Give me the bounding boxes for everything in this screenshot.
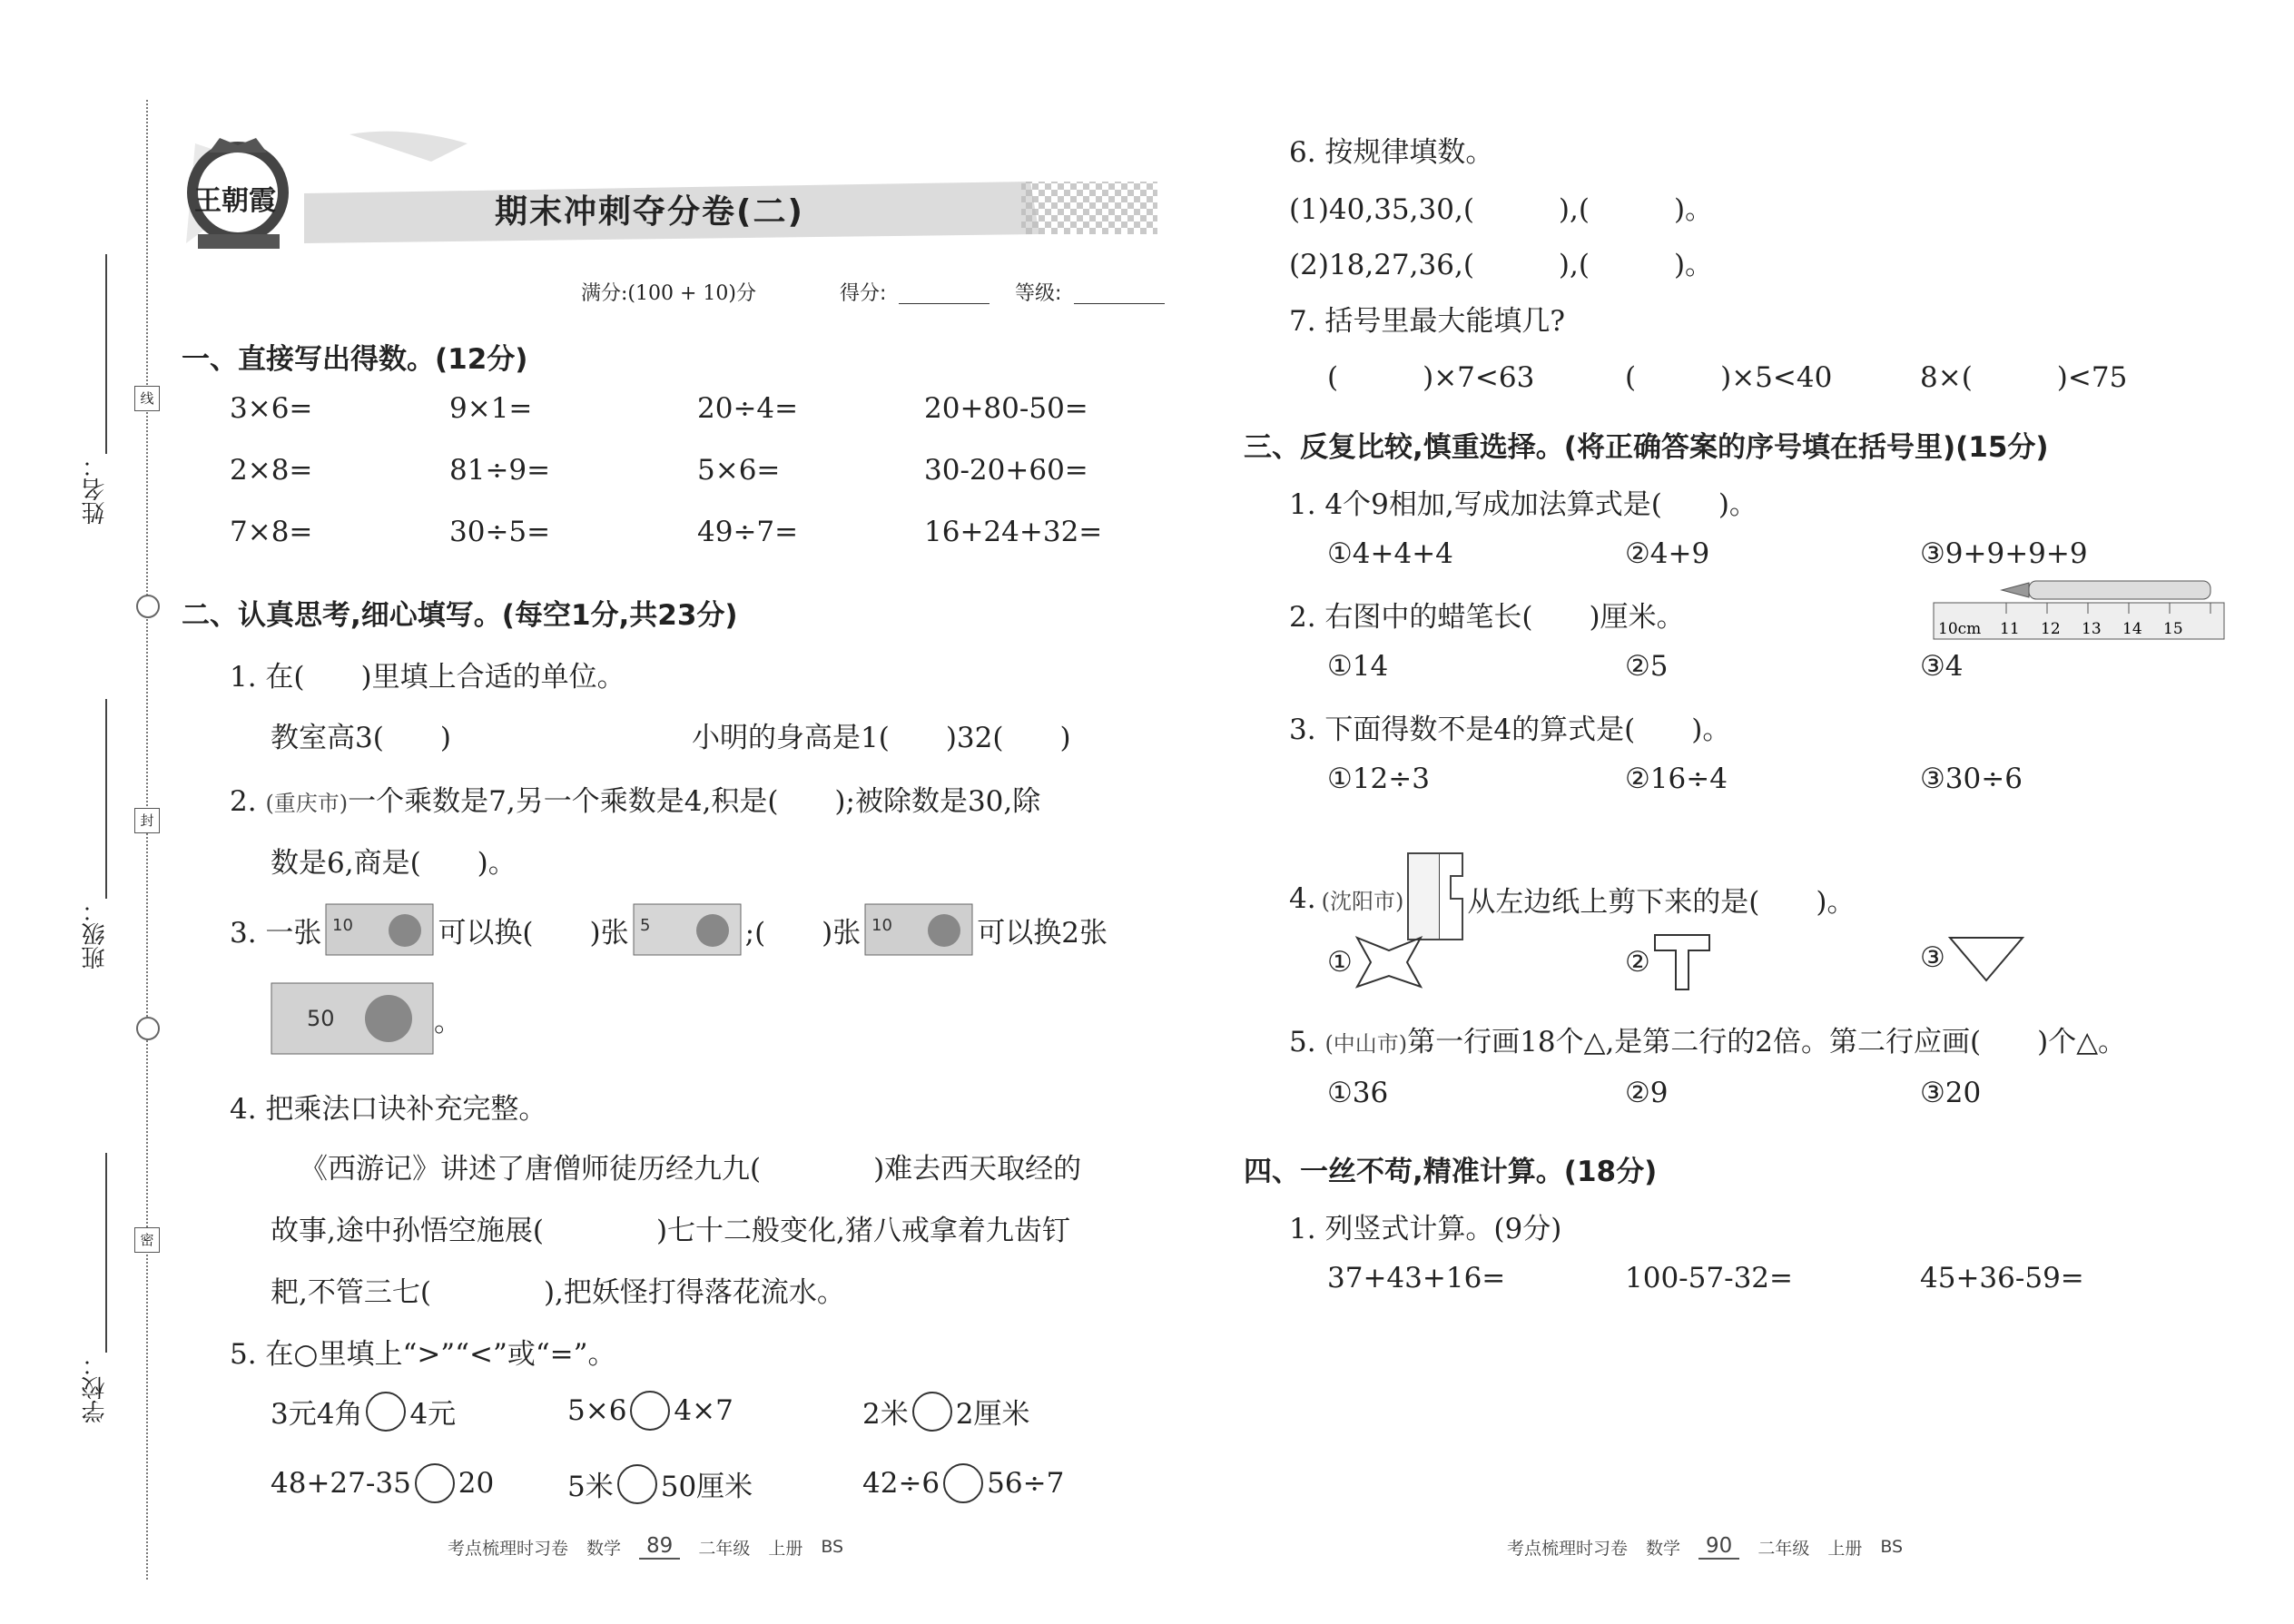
question-text: 1. 列竖式计算。(9分) xyxy=(1289,1213,1562,1245)
option[interactable]: ① xyxy=(1327,930,1425,994)
option[interactable]: ①36 xyxy=(1327,1077,1389,1109)
region-tag: (中山市) xyxy=(1324,1031,1408,1057)
t-shape-icon xyxy=(1650,930,1714,994)
question-text: 5. 在○里填上“>”“<”或“=”。 xyxy=(230,1338,616,1371)
question-text: 耙,不管三七( ),把妖怪打得落花流水。 xyxy=(271,1276,845,1309)
answer-circle[interactable] xyxy=(943,1463,983,1503)
banknote-5-icon xyxy=(633,903,742,956)
question-text: 《西游记》讲述了唐僧师徒历经九九( )难去西天取经的 xyxy=(300,1153,1082,1186)
mental-item: 20÷4= xyxy=(697,392,799,425)
question-3-line2: 50 。 xyxy=(271,982,462,1055)
mental-item: 2×8= xyxy=(230,454,313,487)
svg-text:50: 50 xyxy=(307,1006,335,1031)
svg-text:11: 11 xyxy=(2000,620,2020,638)
ruler-crayon-figure xyxy=(1929,572,2229,645)
option[interactable]: ①14 xyxy=(1327,650,1389,683)
mental-item: 20+80-50= xyxy=(924,392,1088,425)
calc-item: 100-57-32= xyxy=(1625,1262,1793,1294)
answer-circle[interactable] xyxy=(912,1392,952,1432)
svg-text:13: 13 xyxy=(2082,620,2102,638)
score-label: 得分: xyxy=(840,282,887,305)
calc-item: 37+43+16= xyxy=(1327,1262,1506,1294)
mental-item: 5×6= xyxy=(697,454,781,487)
compare-item: 2米 2厘米 xyxy=(862,1391,1029,1432)
page-number: 90 xyxy=(1698,1534,1739,1560)
grade-field[interactable] xyxy=(1074,280,1165,304)
margin-mark-1: 线 xyxy=(134,386,160,411)
question-text: 故事,途中孙悟空施展( )七十二般变化,猪八戒拿着九齿钉 xyxy=(271,1215,1070,1247)
compare-item: 5×6 4×7 xyxy=(567,1391,733,1431)
margin-mark-2: 封 xyxy=(134,808,160,833)
mental-item: 16+24+32= xyxy=(924,516,1103,548)
question-text: 1. 在( )里填上合适的单位。 xyxy=(230,661,625,694)
mental-item: 30÷5= xyxy=(449,516,551,548)
section-3-heading: 三、反复比较,慎重选择。(将正确答案的序号填在括号里)(15分) xyxy=(1244,431,2049,464)
name-label: 姓名： xyxy=(82,454,109,525)
section-2-heading: 二、认真思考,细心填写。(每空1分,共23分) xyxy=(182,599,738,632)
question-text: 2. (重庆市)一个乘数是7,另一个乘数是4,积是( );被除数是30,除 xyxy=(230,785,1041,818)
question-text: 5. (中山市)第一行画18个△,是第二行的2倍。第二行应画( )个△。 xyxy=(1289,1026,2127,1058)
triangle-shape-icon xyxy=(1945,930,2027,985)
binding-hole-icon xyxy=(136,595,160,618)
svg-text:14: 14 xyxy=(2122,620,2142,638)
name-line xyxy=(105,254,107,454)
star-shape-icon xyxy=(1353,930,1425,994)
svg-text:10: 10 xyxy=(332,916,354,935)
score-field[interactable] xyxy=(899,280,989,304)
school-line xyxy=(105,1153,107,1353)
question-text: 6. 按规律填数。 xyxy=(1289,136,1494,169)
question-text: 1. 4个9相加,写成加法算式是( )。 xyxy=(1289,488,1757,521)
svg-text:12: 12 xyxy=(2041,620,2061,638)
question-text: ( )×5<40 xyxy=(1625,361,1833,394)
question-text: 2. 右图中的蜡笔长( )厘米。 xyxy=(1289,601,1685,634)
compare-item: 48+27-35 20 xyxy=(271,1463,494,1503)
option[interactable]: ② xyxy=(1625,930,1714,994)
banknote-10-icon xyxy=(864,903,973,956)
school-label: 学校： xyxy=(82,1353,109,1423)
question-text: 3. 下面得数不是4的算式是( )。 xyxy=(1289,714,1731,746)
option[interactable]: ③4 xyxy=(1920,650,1964,683)
binding-hole-icon xyxy=(136,1017,160,1040)
question-text: (1)40,35,30,( ),( )。 xyxy=(1289,193,1714,226)
option[interactable]: ①12÷3 xyxy=(1327,763,1430,795)
compare-item: 3元4角 4元 xyxy=(271,1391,456,1432)
question-text: 数是6,商是( )。 xyxy=(271,847,517,880)
footer-left: 考点梳理时习卷 数学 89 二年级 上册 BS xyxy=(448,1534,844,1559)
logo-text: 王朝霞 xyxy=(194,185,276,217)
option[interactable]: ③30÷6 xyxy=(1920,763,2023,795)
question-4: 4. (沈阳市) 从左边纸上剪下来的是( )。 xyxy=(1289,849,1856,949)
section-4-heading: 四、一丝不苟,精准计算。(18分) xyxy=(1244,1156,1658,1188)
banknote-50-icon xyxy=(271,982,434,1055)
option[interactable]: ②9 xyxy=(1625,1077,1669,1109)
class-line xyxy=(105,699,107,899)
compare-item: 42÷6 56÷7 xyxy=(862,1463,1064,1503)
mental-item: 3×6= xyxy=(230,392,313,425)
option[interactable]: ②5 xyxy=(1625,650,1669,683)
answer-circle[interactable] xyxy=(415,1463,455,1503)
option[interactable]: ②16÷4 xyxy=(1625,763,1728,795)
question-text: 8×( )<75 xyxy=(1920,361,2128,394)
option[interactable]: ③ xyxy=(1920,930,2027,985)
compare-item: 5米 50厘米 xyxy=(567,1463,753,1504)
question-3: 3. 一张 10 可以换( )张 5 ;( )张 10 可以换2张 xyxy=(230,903,1108,956)
full-score: 满分:(100 + 10)分 xyxy=(581,282,756,305)
mental-item: 49÷7= xyxy=(697,516,799,548)
page-number: 89 xyxy=(639,1534,680,1560)
question-text: (2)18,27,36,( ),( )。 xyxy=(1289,249,1714,281)
question-text: ( )×7<63 xyxy=(1327,361,1535,394)
page-title: 期末冲刺夺分卷(二) xyxy=(495,193,804,231)
region-tag: (重庆市) xyxy=(265,791,349,816)
mental-item: 81÷9= xyxy=(449,454,551,487)
banknote-10-icon xyxy=(325,903,434,956)
svg-text:15: 15 xyxy=(2163,620,2183,638)
option[interactable]: ①4+4+4 xyxy=(1327,537,1453,570)
answer-circle[interactable] xyxy=(617,1464,657,1504)
question-text: 小明的身高是1( )32( ) xyxy=(692,722,1071,754)
region-tag: (沈阳市) xyxy=(1321,888,1404,914)
cut-line xyxy=(146,100,148,1580)
option[interactable]: ②4+9 xyxy=(1625,537,1710,570)
footer-right: 考点梳理时习卷 数学 90 二年级 上册 BS xyxy=(1507,1534,1904,1559)
mental-item: 9×1= xyxy=(449,392,533,425)
option[interactable]: ③9+9+9+9 xyxy=(1920,537,2088,570)
margin-mark-3: 密 xyxy=(134,1227,160,1253)
option[interactable]: ③20 xyxy=(1920,1077,1982,1109)
svg-text:10cm: 10cm xyxy=(1938,620,1982,638)
svg-text:10: 10 xyxy=(871,916,893,935)
svg-text:5: 5 xyxy=(639,916,651,935)
answer-circle[interactable] xyxy=(630,1391,670,1431)
mental-item: 7×8= xyxy=(230,516,313,548)
question-text: 7. 括号里最大能填几? xyxy=(1289,305,1566,338)
section-1-heading: 一、直接写出得数。(12分) xyxy=(182,343,528,376)
mental-item: 30-20+60= xyxy=(924,454,1088,487)
calc-item: 45+36-59= xyxy=(1920,1262,2084,1294)
answer-circle[interactable] xyxy=(366,1392,406,1432)
question-text: 4. 把乘法口诀补充完整。 xyxy=(230,1093,547,1126)
question-text: 教室高3( ) xyxy=(271,722,451,754)
class-label: 班级： xyxy=(82,899,109,969)
grade-label: 等级: xyxy=(1015,282,1062,305)
